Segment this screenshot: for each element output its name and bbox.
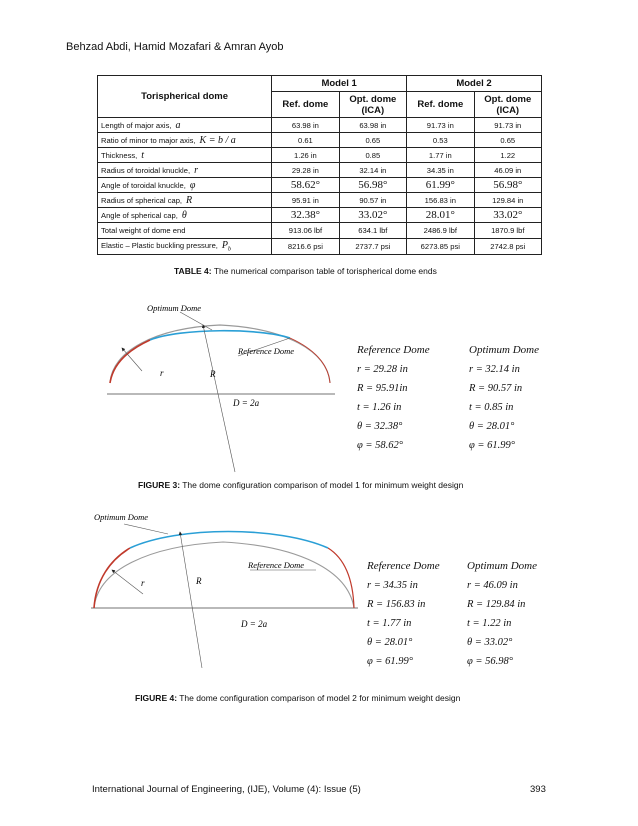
table-cell: 33.02° bbox=[339, 208, 406, 223]
figure3-caption: FIGURE 3: The dome configuration comparison of model 1 for minimum weight design bbox=[138, 480, 464, 490]
table-cell: 1.77 in bbox=[407, 148, 474, 163]
table-cell: 63.98 in bbox=[339, 118, 406, 133]
table-cell: 634.1 lbf bbox=[339, 223, 406, 239]
label-R: R bbox=[210, 369, 216, 379]
table-cell: 1.22 bbox=[474, 148, 541, 163]
radius-R-line bbox=[180, 532, 202, 668]
table-body bbox=[98, 118, 542, 255]
row-label: Radius of toroidal knuckle, r bbox=[98, 163, 272, 178]
table-cell: 913.06 lbf bbox=[272, 223, 339, 239]
col-opt-dome-1: Opt. dome (ICA) bbox=[339, 92, 406, 118]
col-ref-dome-1: Ref. dome bbox=[272, 92, 339, 118]
table-row bbox=[98, 133, 542, 148]
table-cell: 46.09 in bbox=[474, 163, 541, 178]
comparison-table bbox=[97, 75, 542, 255]
table-cell: 29.28 in bbox=[272, 163, 339, 178]
table-cell: 2737.7 psi bbox=[339, 239, 406, 255]
table-row bbox=[98, 178, 542, 193]
table-cell: 58.62° bbox=[272, 178, 339, 193]
table-cell: 1870.9 lbf bbox=[474, 223, 541, 239]
table-cell: 2742.8 psi bbox=[474, 239, 541, 255]
reference-dome-curve bbox=[94, 542, 354, 608]
row-label: Elastic – Plastic buckling pressure, $P_b$ bbox=[98, 239, 272, 255]
table-cell: 0.65 bbox=[474, 133, 541, 148]
journal-footer: International Journal of Engineering, (IJE), Volume (4): Issue (5) bbox=[92, 784, 361, 795]
fig3-reference-values: Reference Dome r = 29.28 in R = 95.91in t = 1.26 in θ = 32.38° φ = 58.62° bbox=[357, 344, 430, 451]
table-cell: 6273.85 psi bbox=[407, 239, 474, 255]
table-row bbox=[98, 118, 542, 133]
table-row bbox=[98, 193, 542, 208]
col-ref-dome-2: Ref. dome bbox=[407, 92, 474, 118]
label-R: R bbox=[196, 576, 202, 586]
table-cell: 0.53 bbox=[407, 133, 474, 148]
table-row bbox=[98, 163, 542, 178]
table-cell: 2486.9 lbf bbox=[407, 223, 474, 239]
figure4-caption: FIGURE 4: The dome configuration comparison of model 2 for minimum weight design bbox=[135, 693, 461, 703]
row-label: Angle of toroidal knuckle, φ bbox=[98, 178, 272, 193]
label-r: r bbox=[141, 578, 145, 588]
fig4-optimum-values: Optimum Dome r = 46.09 in R = 129.84 in t = 1.22 in θ = 33.02° φ = 56.98° bbox=[467, 560, 537, 667]
table-cell: 0.65 bbox=[339, 133, 406, 148]
figure4-diagram bbox=[88, 508, 360, 668]
table-cell: 61.99° bbox=[407, 178, 474, 193]
table-cell: 32.14 in bbox=[339, 163, 406, 178]
table-cell: 34.35 in bbox=[407, 163, 474, 178]
row-label: Angle of spherical cap, θ bbox=[98, 208, 272, 223]
radius-R-line bbox=[203, 325, 235, 472]
label-reference-dome: Reference Dome bbox=[238, 346, 295, 356]
fig4-reference-values: Reference Dome r = 34.35 in R = 156.83 in t = 1.77 in θ = 28.01° φ = 61.99° bbox=[367, 560, 440, 667]
table-row bbox=[98, 239, 542, 255]
table-cell: 91.73 in bbox=[407, 118, 474, 133]
knuckle-curve-left bbox=[94, 548, 130, 608]
table-cell: 90.57 in bbox=[339, 193, 406, 208]
label-optimum-dome: Optimum Dome bbox=[94, 512, 149, 522]
running-header: Behzad Abdi, Hamid Mozafari & Amran Ayob bbox=[66, 41, 284, 53]
table-cell: 56.98° bbox=[339, 178, 406, 193]
model1-header: Model 1 bbox=[272, 76, 407, 92]
table-cell: 156.83 in bbox=[407, 193, 474, 208]
table-cell: 28.01° bbox=[407, 208, 474, 223]
table-cell: 56.98° bbox=[474, 178, 541, 193]
label-r: r bbox=[160, 368, 164, 378]
table-row bbox=[98, 223, 542, 239]
table-cell: 63.98 in bbox=[272, 118, 339, 133]
row-label: Length of major axis, a bbox=[98, 118, 272, 133]
label-reference-dome: Reference Dome bbox=[248, 560, 305, 570]
table-cell: 129.84 in bbox=[474, 193, 541, 208]
knuckle-curve-left bbox=[110, 340, 150, 383]
knuckle-curve-right bbox=[290, 338, 330, 383]
row-label: Thickness, t bbox=[98, 148, 272, 163]
table-caption: TABLE 4: The numerical comparison table of torispherical dome ends bbox=[174, 266, 437, 276]
knuckle-curve-right bbox=[328, 548, 354, 608]
table-row bbox=[98, 208, 542, 223]
reference-dome-curve bbox=[110, 325, 330, 383]
figure3-diagram bbox=[100, 296, 340, 476]
table-row bbox=[98, 148, 542, 163]
table-corner-header: Torispherical dome bbox=[98, 76, 272, 118]
label-diameter: D = 2a bbox=[241, 619, 268, 629]
page-number: 393 bbox=[530, 784, 546, 795]
row-label: Ratio of minor to major axis, K = b / a bbox=[98, 133, 272, 148]
table-cell: 91.73 in bbox=[474, 118, 541, 133]
table-cell: 32.38° bbox=[272, 208, 339, 223]
label-optimum-dome: Optimum Dome bbox=[147, 303, 202, 313]
radius-r-line bbox=[122, 348, 142, 371]
label-diameter: D = 2a bbox=[233, 398, 260, 408]
col-opt-dome-2: Opt. dome (ICA) bbox=[474, 92, 541, 118]
table-cell: 95.91 in bbox=[272, 193, 339, 208]
optimum-leader bbox=[124, 524, 168, 534]
table-cell: 1.26 in bbox=[272, 148, 339, 163]
radius-r-line bbox=[112, 570, 143, 594]
table-cell: 0.85 bbox=[339, 148, 406, 163]
optimum-dome-curve bbox=[130, 532, 328, 549]
fig3-optimum-values: Optimum Dome r = 32.14 in R = 90.57 in t = 0.85 in θ = 28.01° φ = 61.99° bbox=[469, 344, 539, 451]
table-cell: 0.61 bbox=[272, 133, 339, 148]
table-cell: 33.02° bbox=[474, 208, 541, 223]
row-label: Total weight of dome end bbox=[98, 223, 272, 239]
model2-header: Model 2 bbox=[407, 76, 542, 92]
table-cell: 8216.6 psi bbox=[272, 239, 339, 255]
row-label: Radius of spherical cap, R bbox=[98, 193, 272, 208]
